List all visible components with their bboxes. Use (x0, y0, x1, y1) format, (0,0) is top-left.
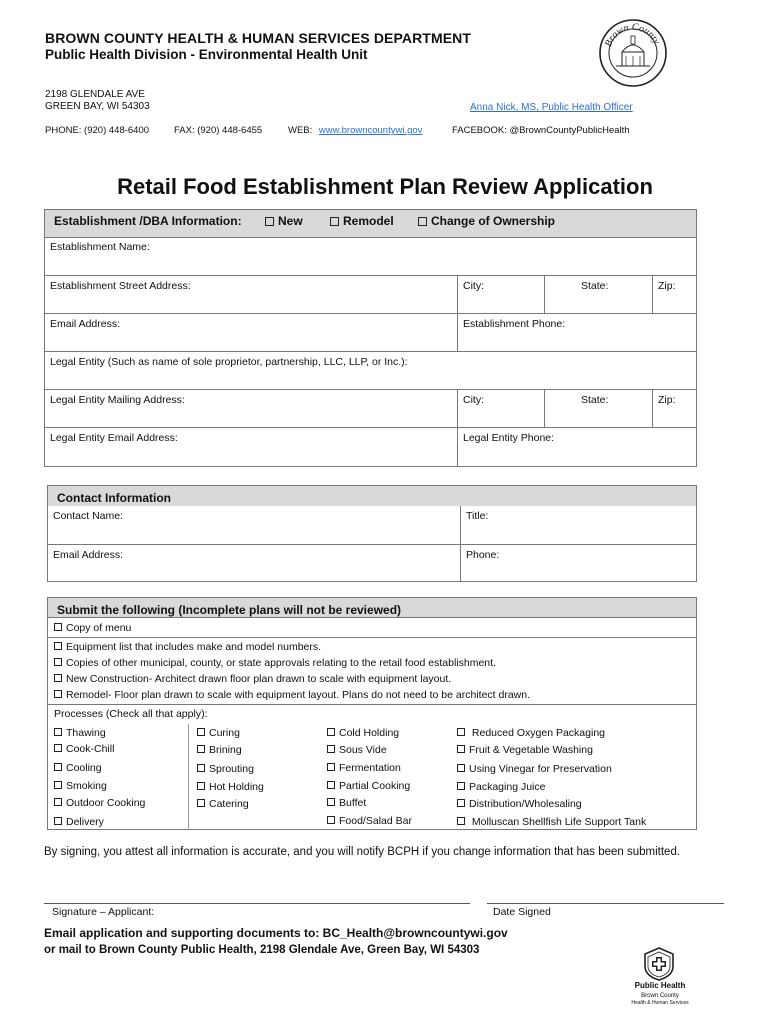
contact-name-field[interactable] (48, 506, 460, 544)
legal-mailing-field[interactable] (45, 390, 457, 427)
legal-mailing-label: Legal Entity Mailing Address: (50, 394, 185, 406)
process-label: Catering (209, 798, 249, 810)
attestation-text: By signing, you attest all information is accurate, and you will notify BCPH if you change information that has been submitted. (44, 846, 681, 858)
contact-email-row (48, 544, 696, 582)
legal-state-field[interactable] (544, 390, 652, 427)
process-label: Sprouting (209, 763, 254, 775)
contact-title-field[interactable] (460, 506, 696, 544)
process-delivery[interactable] (54, 816, 104, 829)
process-curing[interactable] (197, 727, 240, 740)
legal-email-field[interactable] (45, 428, 457, 467)
legal-email-label: Legal Entity Email Address: (50, 432, 178, 444)
establishment-header (45, 210, 696, 238)
address-line-1: 2198 GLENDALE AVE (45, 89, 145, 100)
street-row (45, 275, 696, 313)
date-label: Date Signed (493, 906, 551, 918)
process-label: Partial Cooking (339, 780, 411, 792)
process-molluscan-shellfish[interactable] (457, 816, 646, 829)
change-ownership-checkbox[interactable] (418, 210, 555, 232)
city-label: City: (463, 280, 484, 292)
legal-city-label: City: (463, 394, 484, 406)
process-reduced-oxygen-packaging[interactable] (457, 727, 605, 740)
mail-instructions: or mail to Brown County Public Health, 2198 Glendale Ave, Green Bay, WI 54303 (44, 944, 480, 956)
officer-link[interactable]: Anna Nick, MS, Public Health Officer (470, 102, 633, 113)
legal-email-row (45, 427, 696, 467)
process-label: Molluscan Shellfish Life Support Tank (469, 816, 647, 828)
copy-menu-checkbox[interactable] (54, 622, 131, 635)
establishment-heading: Establishment /DBA Information: (54, 214, 242, 228)
establishment-section (44, 209, 697, 467)
process-label: Smoking (66, 780, 107, 792)
web-info (288, 125, 422, 136)
process-packaging-juice[interactable] (457, 781, 545, 794)
process-vinegar-preservation[interactable] (457, 763, 612, 776)
process-label: Brining (209, 744, 242, 756)
process-label: Cold Holding (339, 727, 400, 739)
process-label: Fermentation (339, 762, 401, 774)
submit-section (47, 597, 697, 830)
email-instructions: Email application and supporting documents to: BC_Health@browncountywi.gov (44, 926, 508, 940)
new-checkbox[interactable] (265, 210, 303, 232)
state-field[interactable] (544, 276, 652, 313)
city-field[interactable] (457, 276, 544, 313)
email-field[interactable] (45, 314, 457, 351)
contact-email-label: Email Address: (53, 549, 124, 561)
email-label: Email Address: (50, 318, 121, 330)
contact-phone-field[interactable] (460, 545, 696, 582)
legal-zip-field[interactable] (652, 390, 696, 427)
process-label: Distribution/Wholesaling (469, 798, 582, 810)
process-thawing[interactable] (54, 727, 106, 740)
logo-line-1: Public Health (634, 981, 686, 990)
zip-label: Zip: (658, 280, 676, 292)
process-cold-holding[interactable] (327, 727, 399, 740)
remodel-plan-label: Remodel- Floor plan drawn to scale with equipment layout. Plans do not need to be architect drawn. (66, 689, 531, 701)
establishment-name-label: Establishment Name: (50, 241, 150, 253)
process-label: Hot Holding (209, 781, 264, 793)
processes-label: Processes (Check all that apply): (54, 708, 208, 720)
contact-name-label: Contact Name: (53, 510, 124, 522)
legal-mailing-row (45, 389, 696, 427)
form-title: Retail Food Establishment Plan Review Application (117, 174, 653, 199)
contact-title-label: Title: (466, 510, 489, 522)
public-health-logo-icon (641, 946, 677, 982)
process-label: Cook-Chill (66, 743, 115, 755)
process-catering[interactable] (197, 798, 249, 811)
process-smoking[interactable] (54, 780, 107, 793)
legal-entity-label: Legal Entity (Such as name of sole proprietor, partnership, LLC, LLP, or Inc.): (50, 356, 408, 368)
seal-text: Brown County (603, 21, 662, 49)
process-sprouting[interactable] (197, 763, 254, 776)
establishment-phone-label: Establishment Phone: (463, 318, 566, 330)
equipment-list-checkbox[interactable] (54, 641, 321, 654)
process-cooling[interactable] (54, 762, 102, 775)
signature-line[interactable] (44, 903, 470, 904)
process-food-salad-bar[interactable] (327, 815, 412, 828)
process-buffet[interactable] (327, 797, 366, 810)
contact-heading: Contact Information (48, 486, 696, 506)
legal-city-field[interactable] (457, 390, 544, 427)
process-label: Reduced Oxygen Packaging (469, 727, 606, 739)
process-label: Sous Vide (339, 744, 387, 756)
fax-text: FAX: (920) 448-6455 (174, 125, 263, 136)
process-outdoor-cooking[interactable] (54, 797, 145, 810)
process-sous-vide[interactable] (327, 744, 387, 757)
process-label: Delivery (66, 816, 104, 828)
copy-menu-label: Copy of menu (66, 622, 132, 634)
remodel-plan-checkbox[interactable] (54, 689, 530, 702)
establishment-phone-field[interactable] (457, 314, 696, 351)
facebook-text: FACEBOOK: @BrownCountyPublicHealth (452, 125, 630, 136)
establishment-name-field[interactable] (45, 237, 696, 275)
process-distribution-wholesaling[interactable] (457, 798, 582, 811)
equipment-list-label: Equipment list that includes make and model numbers. (66, 641, 322, 653)
process-brining[interactable] (197, 744, 242, 757)
approvals-label: Copies of other municipal, county, or state approvals relating to the retail food establishment. (66, 657, 496, 669)
county-seal-icon (598, 18, 668, 88)
street-address-label: Establishment Street Address: (50, 280, 191, 292)
process-label: Packaging Juice (469, 781, 546, 793)
website-link[interactable]: www.browncountywi.gov (318, 125, 423, 136)
process-partial-cooking[interactable] (327, 780, 410, 793)
process-label: Curing (209, 727, 240, 739)
division-name: Public Health Division - Environmental Health Unit (45, 47, 368, 62)
signature-label: Signature – Applicant: (52, 906, 155, 918)
process-label: Buffet (339, 797, 367, 809)
state-label: State: (581, 280, 609, 292)
contact-email-field[interactable] (48, 545, 460, 582)
phone-text: PHONE: (920) 448-6400 (45, 125, 150, 136)
legal-state-label: State: (581, 394, 609, 406)
legal-phone-field[interactable] (457, 428, 696, 467)
remodel-checkbox[interactable] (330, 210, 394, 232)
process-cook-chill[interactable] (54, 743, 114, 756)
change-ownership-label: Change of Ownership (431, 214, 556, 228)
department-name: BROWN COUNTY HEALTH & HUMAN SERVICES DEPARTMENT (45, 30, 472, 46)
address-line-2: GREEN BAY, WI 54303 (45, 101, 150, 112)
process-label: Thawing (66, 727, 106, 739)
logo-line-2: Brown County (641, 993, 679, 999)
approvals-checkbox[interactable] (54, 657, 496, 670)
process-label: Cooling (66, 762, 102, 774)
process-fermentation[interactable] (327, 762, 401, 775)
submit-heading: Submit the following (Incomplete plans will not be reviewed) (48, 598, 696, 618)
email-row (45, 313, 696, 351)
process-hot-holding[interactable] (197, 781, 264, 794)
new-construction-checkbox[interactable] (54, 673, 451, 686)
new-construction-label: New Construction- Architect drawn floor plan drawn to scale with equipment layout. (66, 673, 452, 685)
legal-zip-label: Zip: (658, 394, 676, 406)
process-label: Outdoor Cooking (66, 797, 146, 809)
logo-line-3: Health & Human Services (631, 1000, 689, 1006)
new-label: New (278, 214, 303, 228)
contact-name-row (48, 506, 696, 544)
street-address-field[interactable] (45, 276, 457, 313)
date-line[interactable] (487, 903, 724, 904)
legal-phone-label: Legal Entity Phone: (463, 432, 555, 444)
process-label: Fruit & Vegetable Washing (469, 744, 593, 756)
process-fruit-vegetable-washing[interactable] (457, 744, 593, 757)
process-label: Using Vinegar for Preservation (469, 763, 612, 775)
process-label: Food/Salad Bar (339, 815, 412, 827)
remodel-label: Remodel (343, 214, 394, 228)
zip-field[interactable] (652, 276, 696, 313)
web-label: WEB: (288, 125, 313, 136)
legal-entity-field[interactable] (45, 351, 696, 389)
contact-phone-label: Phone: (466, 549, 500, 561)
contact-section (47, 485, 697, 582)
